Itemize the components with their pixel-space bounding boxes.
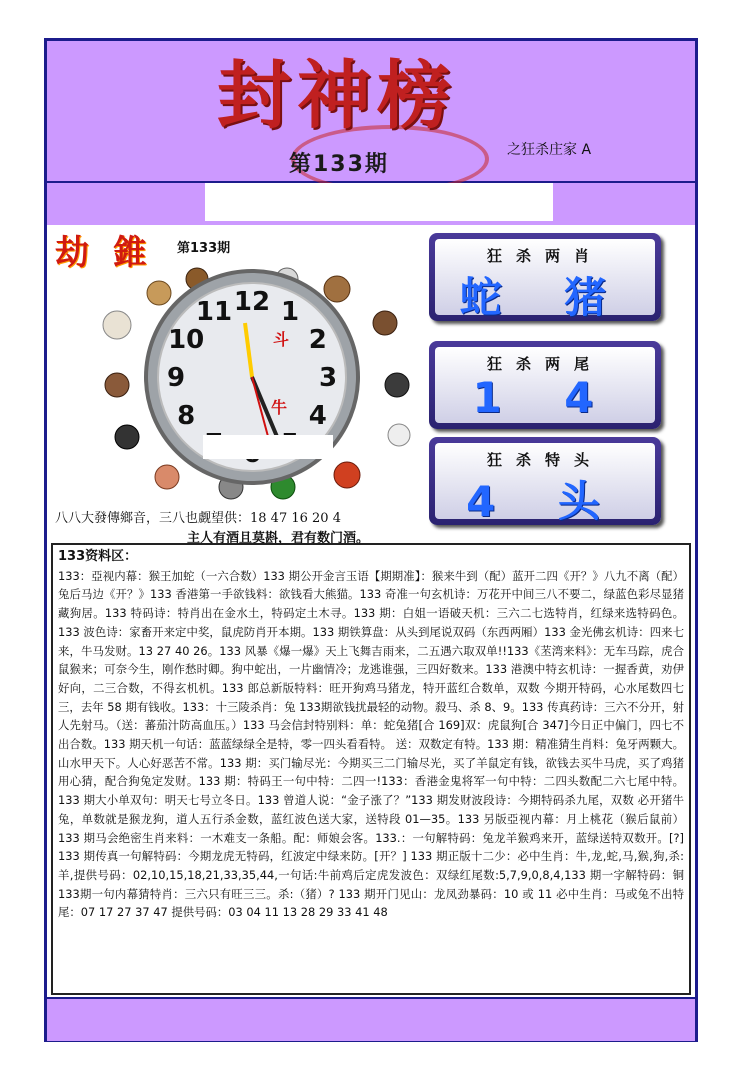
clock-number: 3 [318,363,338,393]
zodiac-clock-illustration [87,265,417,505]
blank-box [205,183,553,221]
logo-text: 劫 錐 [55,233,153,273]
info-body: 133：亞视内幕：猴王加蛇（一六合数）133 期公开金言玉语【期期准】：猴来牛到（配）蓝开二四《开？》八九不离（配）兔后马边《开？》133 香港第一手欲钱料：欲钱看大熊猫。133 奇准一句玄机诗：万花开中间三八不要二，绿蓝色彩尽显猪藏狗居。133 特码诗：特肖出在金水土，特码定土木寻。133 期：白姐一语破天机：三六二七选特肖，红绿来选特码色。133 波色诗：家畜开来定中奖，鼠虎防肖开本期。133 期铁算盘：从头到尾说双码（东西两厢）133 金光佛玄机诗：四来七来，牛马发财。13 27 40 26。133 风暴《爆一爆》天上飞舞吉雨来，二五遇六取双单!!133《苤湾来料》：无车马踪，虎合鼠猴来；可奈今生，刚作愁时卿。狗中蛇出，一片幽情冷；龙逃谁强，三四好数来。133 港澳中特玄机诗：一握香黄，劝伊好向，二三合数，不得玄机机。133 郎总新版特料：旺开狗鸡马猪龙，特开蓝红合数单，双数 今期开特码，心水尾数四七三，去年 58 期有钱收。133：十三陵杀肖：兔 133期欲钱扰最轻的动物。殺马、杀 8、9。133 传真药诗：三六不分开，射人先射马。（送：蕃茄汁防高血压。）133 马会信封特别料：单：蛇兔猪[合 169]双：虎鼠狗[合 347]今日正中偏门，四七不出合数。133 期天机一句话：蓝蓝绿绿全是特，零一四头看看特。 送：双数定有特。133 期：精准猜生肖料：兔牙两颗大。山水甲天下。人心好恶苦不常。133 期：买门输尽光：今期买三二门输尽光，买了羊鼠定有钱，欲钱去买牛马虎，买了鸡猪用心猜，配合狗兔定发财。133 期：特码王一句中特：二四一!133：香港金鬼将军一句中特：二四头数配二六七尾中特。133 期大小单双句：明天七号立冬日。133 曾道人说：“金子涨了？”133 期发财波段诗：今期特码杀九尾，双数 必开猪牛兔，单数就是猴龙狗，道人五行杀金数，蓝红波色送大家，送特段 01—35。133 另版亞视内幕：月上桃花（猴后鼠前）133 期马会绝密生肖来料：一木难支一条船。配：师娘会客。133.：一句解特码：兔龙羊猴鸡来开，蓝绿送特双数开。[?] 133 期传真一句解特码：今期龙虎无特码，红波定中绿来防。[开？] 133 期正版十二少：必中生肖：牛,龙,蛇,马,猴,狗,杀:羊,提供号码：02,10,15,18,21,33,35,44,一句话:牛前鸡后定虎发波色：双绿红尾数:5,7,9,0,8,4,133 期一字解特码：铜 133期一句内幕猜特肖：三六只有旺三三。杀:（猪）? 133 期开门见山：龙凤劲暴码：10 或 11 必中生肖：马或兔不出特尾：07 17 27 37 47 提供号码：03 04 11 13 28 29 33 41 48 [58,568,685,920]
footer-band [47,997,695,1041]
issue-label: 第133期 [289,152,389,177]
clock-number: 8 [177,401,196,431]
panel-heading: 狂杀两肖 [486,247,603,265]
clock-number: 4 [308,401,327,431]
motto-line: 主人有酒且莫斟，君有数门酒。 [187,531,370,546]
panel-inner [435,239,655,322]
clock-label-niu: 牛 [271,398,288,417]
page-title: 封神榜 [217,53,457,139]
clock-number: 12 [233,287,271,317]
panel-value: 4 头 [466,477,624,526]
page-frame [44,38,698,1042]
clock-number: 10 [168,325,205,355]
panel-kill-two-zodiacs [429,233,661,321]
panel-value: 蛇 猪 [459,273,631,322]
panel-inner [435,347,655,423]
panel-heading: 狂杀两尾 [486,355,603,373]
subtitle: 之狂杀庄家 A [507,142,592,158]
lucky-numbers-line: 八八大發傳鄉音，三八也觑望供：18 47 16 20 4 [55,511,341,526]
clock-number: 2 [308,325,327,355]
clock-number: 9 [166,363,186,393]
clock-label-dou: 斗 [273,330,290,349]
panel-heading: 狂杀特头 [486,451,603,469]
info-section [51,543,691,995]
panel-kill-two-tails [429,341,661,429]
clock-blank-label [203,435,333,459]
panel-value: 1 4 [472,373,618,422]
clock-number: 1 [280,297,300,328]
panel-kill-special-head [429,437,661,525]
issue-small: 第133期 [177,241,231,256]
info-heading: 133资料区： [58,549,138,564]
clock-number: 11 [195,297,233,328]
panel-inner [435,443,655,526]
header-banner [47,41,695,183]
